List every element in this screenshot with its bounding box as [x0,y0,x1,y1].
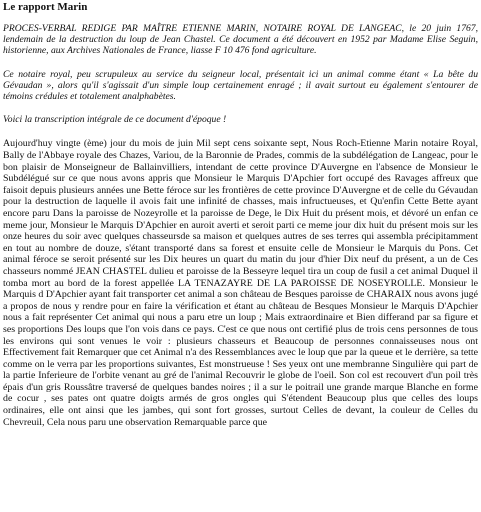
note-paragraph: Ce notaire royal, peu scrupuleux au service du seigneur local, présentait ici un animal comme étant « La bête du Gévaudan », alors qu'il s'agissait d'un simple loup certainement enragé ; il avait surtout eu également s'entourer de témoins crédules et totalement analphabètes. [3,68,478,103]
intro-paragraph: PROCES-VERBAL REDIGE PAR MAÎTRE ETIENNE MARIN, NOTAIRE ROYAL DE LANGEAC, le 20 juin 1767, lendemain de la destruction du loup de Jean Chastel. Ce document a été découvert en 1952 par Madame Elise Seguin, historienne, aux Archives Nationales de France, liasse F 10 476 fond agriculture. [3,23,478,57]
transcription-lead: Voici la transcription intégrale de ce document d'époque ! [3,114,227,126]
document-title: Le rapport Marin [3,1,88,13]
transcription-body: Aujourd'huy vingte (ème) jour du mois de juin Mil sept cens soixante sept, Nous Roch-Etienne Marin notaire Royal, Bally de l'Abbaye royale des Chazes, Variou, de la Baronnie de Prades, commis de la subdélégation de Langeac, pour le bon plaisir de Monseigneur de Ballainvilliers, intendant de cette province D'Auvergne en l'absence de Monsieur le Subdélégué sur ce que nous avons appris que Monsieur le Marquis D'Apchier fort occupé des Ravages affreux que faisoit depuis plusieurs années une Bette féroce sur les frontières de cette province D'Auvergne et de celle du Gévaudan pour la destruction de laquelle il avois fait une infinité de chasses, mais infructueuses, et Qu'enfin Cette Bette ayant encore paru Dans la paroisse de Nozeyrolle et la paroisse de Dege, le Dix Huit du présent mois, et dévoré un enfan ce meme jour, Monsieur le Marquis D'Apchier en auroit averti et seroit parti ce meme jour dix huit du présent mois sur les onze heures du soir avec quelques chasseursde sa maison et quelques autres de ses terres qui assembla précipitamment en tout au nombre de douze, s'étant transporté dans sa forest et ensuite celle de Monsieur le Marquis du Pons. Cet animal féroce se seroit présenté sur les Dix heures un quart du matin du jour d'hier Dix neuf du présent, a un de Ces chasseurs nommé JEAN CHASTEL dulieu et paroisse de la Besseyre lequel tira un coup de fusil a cet animal Duquel il tomba mort au bord de la forest appellée LA TENAZAYRE DE LA PAROISSE DE NOSEYROLLE. Monsieur le Marquis d D'Apchier ayant fait transporter cet animal a son château de Besques paroisse de CHARAIX nous avons jugé a propos de nous y rendre pour en faire la vérification et étant au château de Besques Monsieur le Marquis D'Apchier nous a fait représenter Cet animal qui nous a paru etre un loup ; Mais extraordinaire et Bien differand par sa figure et ses proportions Des loups que l'on vois dans ce pays. C'est ce que nous ont certifié plus de trois cens personnes de tous les environs qui sont venues le voir : plusieurs chasseurs et Beaucoup de personnes connaisseuses nous ont Effectivement fait Remarquer que cet Animal n'a des Ressemblances avec le loup que par la queue et le derrière, sa tette comme on le verra par les proportions suivantes, Est monstrueuse ! Ses yeux ont une membranne Singulière qui part de la partie Inferieure de l'orbite venant au gré de l'animal Recouvrir le globe de l'oeil. Son col est recouvert d'un poil très épais d'un gris Roussâtre traversé de quelques bandes noires ; il a sur le poitrail une grande marque Blanche en forme de cocur , ses pates ont quatre doigts armés de gros ongles qui S'étendent Beaucoup plus que celles des loups ordinaires, elle ont ainsi que les jambes, qui sont fort grosses, surtout Celles de devant, la couleur de Celles du Chevreuil, Cela nous paru une observation Remarquable parce que [3,138,478,428]
